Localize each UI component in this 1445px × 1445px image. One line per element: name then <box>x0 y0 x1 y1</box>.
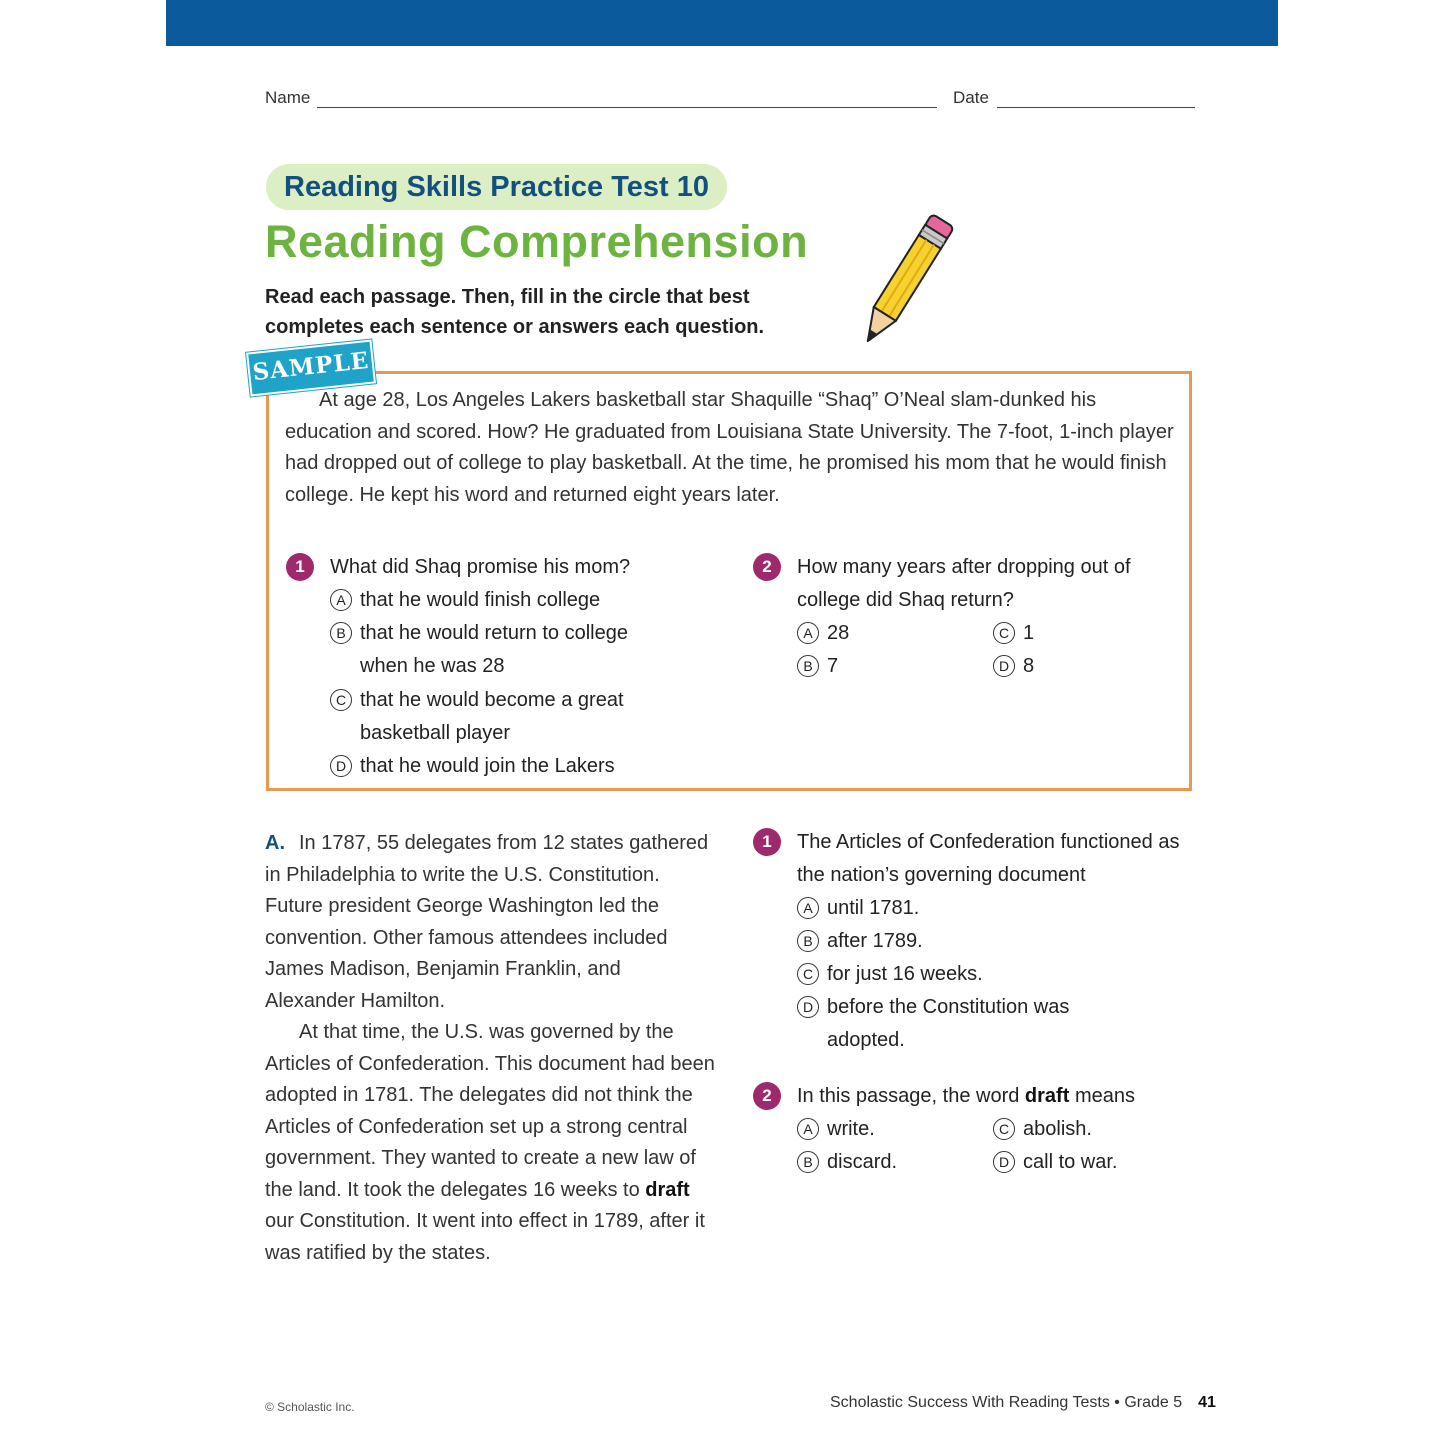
date-label: Date <box>953 88 989 107</box>
sample-q2-choice-b[interactable]: B 7 <box>797 650 838 683</box>
passage-a-label: A. <box>265 832 285 854</box>
sample-passage <box>285 385 1175 511</box>
keyword-draft: draft <box>645 1178 690 1201</box>
page-number: 41 <box>1198 1394 1216 1411</box>
sample-q2-choice-d[interactable]: D 8 <box>993 650 1034 683</box>
q1-choice-d[interactable]: D before the Constitution was adopted. <box>797 991 1127 1057</box>
answer-bubble[interactable]: C <box>993 622 1015 644</box>
keyword-draft: draft <box>1024 1085 1070 1107</box>
answer-bubble[interactable]: D <box>993 1151 1015 1173</box>
sample-q2-choice-a[interactable]: A 28 <box>797 617 849 650</box>
page-title: Reading Comprehension <box>265 216 809 267</box>
test-label: Reading Skills Practice Test 10 <box>284 171 709 203</box>
answer-bubble[interactable]: C <box>797 963 819 985</box>
answer-bubble[interactable]: D <box>797 996 819 1018</box>
answer-bubble[interactable]: A <box>330 589 352 611</box>
passage-a-paragraph-1: A. In 1787, 55 delegates from 12 states gathered in Philadelphia to write the U.S. Constitution. Future president George Washington led the convention. Other famous attendees included James Madison, Benjamin Franklin, and Alexander Hamilton. <box>265 832 709 1012</box>
q1-choice-a[interactable]: A until 1781. <box>797 892 919 925</box>
footer-book-info <box>830 1394 1216 1412</box>
name-field-line[interactable] <box>317 107 937 108</box>
q2-choice-a[interactable]: A write. <box>797 1113 875 1146</box>
top-color-bar <box>166 0 1278 46</box>
answer-bubble[interactable]: B <box>330 622 352 644</box>
q2-choice-c[interactable]: C abolish. <box>993 1113 1092 1146</box>
question-1-number: 1 <box>753 828 781 856</box>
name-date-row <box>265 88 1195 112</box>
sample-question-1-text: What did Shaq promise his mom? <box>330 556 631 578</box>
question-2-text: In this passage, the word draft means <box>797 1085 1135 1107</box>
sample-question-2-text: How many years after dropping out of college did Shaq return? <box>797 556 1131 611</box>
copyright: © Scholastic Inc. <box>265 1400 355 1414</box>
sample-label: SAMPLE <box>251 346 371 387</box>
answer-bubble[interactable]: A <box>797 622 819 644</box>
book-title: Scholastic Success With Reading Tests • Grade 5 <box>830 1394 1183 1411</box>
test-label-pill <box>266 164 727 210</box>
answer-bubble[interactable]: C <box>993 1118 1015 1140</box>
q1-choice-b[interactable]: B after 1789. <box>797 925 923 958</box>
date-field-line[interactable] <box>997 107 1195 108</box>
question-1-text: The Articles of Confederation functioned as the nation’s governing document <box>797 831 1180 886</box>
answer-bubble[interactable]: A <box>797 897 819 919</box>
sample-q1-choice-b[interactable]: B that he would return to college when he was 28 <box>330 617 690 683</box>
answer-bubble[interactable]: B <box>797 930 819 952</box>
q2-choice-d[interactable]: D call to war. <box>993 1146 1117 1179</box>
instructions: Read each passage. Then, fill in the circle that best completes each sentence or answers each question. <box>265 286 765 338</box>
answer-bubble[interactable]: D <box>330 755 352 777</box>
pencil-icon <box>846 200 966 360</box>
sample-question-2-number: 2 <box>753 553 781 581</box>
answer-bubble[interactable]: B <box>797 655 819 677</box>
answer-bubble[interactable]: A <box>797 1118 819 1140</box>
passage-a-paragraph-2: At that time, the U.S. was governed by the Articles of Confederation. This document had been adopted in 1781. The delegates did not think the Articles of Confederation set up a strong central government. They wanted to create a new law of the land. It took the delegates 16 weeks to draft our Constitution. It went into effect in 1789, after it was ratified by the states. <box>265 1021 715 1264</box>
answer-bubble[interactable]: B <box>797 1151 819 1173</box>
name-label: Name <box>265 88 311 107</box>
sample-q1-choice-d[interactable]: D that he would join the Lakers <box>330 750 690 783</box>
q1-choice-c[interactable]: C for just 16 weeks. <box>797 958 983 991</box>
answer-bubble[interactable]: C <box>330 689 352 711</box>
question-2-number: 2 <box>753 1082 781 1110</box>
sample-question-1-number: 1 <box>286 553 314 581</box>
q2-choice-b[interactable]: B discard. <box>797 1146 897 1179</box>
sample-passage-text: At age 28, Los Angeles Lakers basketball star Shaquille “Shaq” O’Neal slam-dunked his education and scored. How? He graduated from Louisiana State University. The 7-foot, 1-inch player had dropped out of college to play basketball. At the time, he promised his mom that he would finish college. He kept his word and returned eight years later. <box>285 389 1174 506</box>
answer-bubble[interactable]: D <box>993 655 1015 677</box>
sample-q1-choice-a[interactable]: A that he would finish college <box>330 584 690 617</box>
sample-q1-choice-c[interactable]: C that he would become a great basketball player <box>330 684 690 750</box>
sample-q2-choice-c[interactable]: C 1 <box>993 617 1034 650</box>
passage-a <box>265 828 715 1269</box>
